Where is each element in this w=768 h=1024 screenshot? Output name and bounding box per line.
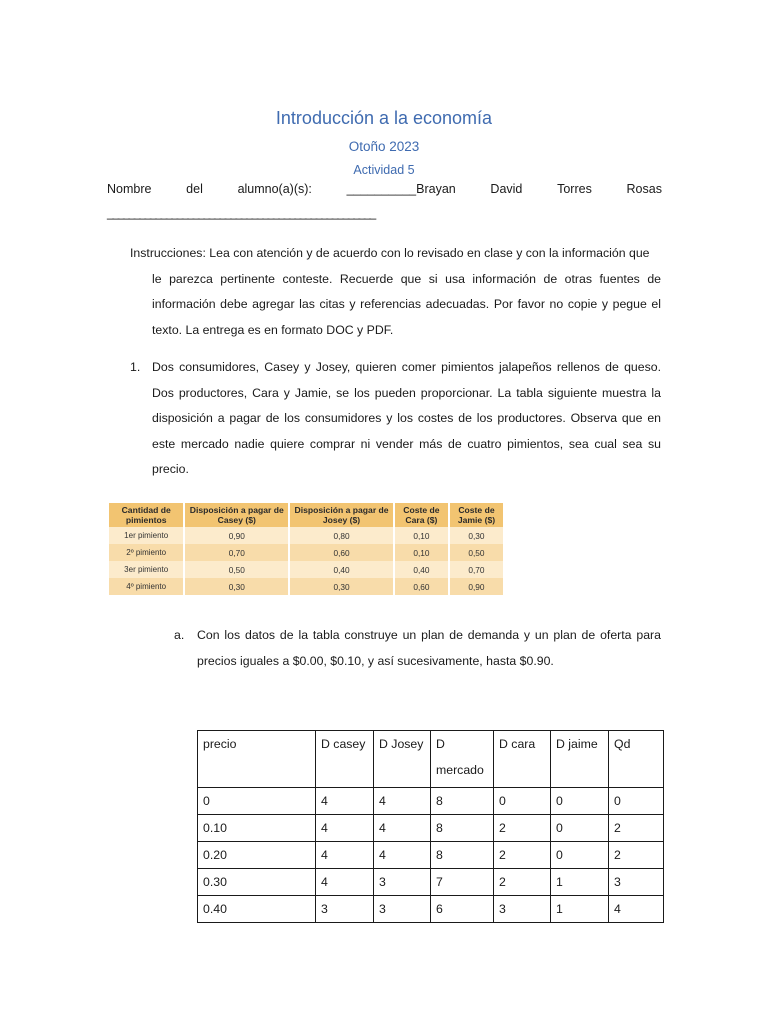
table-cell: 0 (198, 788, 316, 815)
table-cell: 0.40 (198, 896, 316, 923)
header-cell: D Josey (374, 731, 431, 788)
table-cell: 0.10 (198, 815, 316, 842)
table-cell: 8 (431, 842, 494, 869)
table-row (109, 527, 503, 544)
question-label: a. (174, 628, 185, 642)
name-word: alumno(a)(s): (237, 182, 312, 196)
table-row (198, 815, 664, 842)
header-cell: Qd (609, 731, 664, 788)
name-word: del (186, 182, 203, 196)
document-title: Introducción a la economía (275, 108, 493, 128)
table-cell: 2 (609, 842, 664, 869)
activity-label: Actividad 5 (353, 163, 415, 177)
name-word: David (490, 182, 523, 196)
name-word: __________Brayan (346, 182, 456, 196)
table-cell: 6 (431, 896, 494, 923)
table-cell: 0.30 (198, 869, 316, 896)
table-cell: 2 (494, 815, 551, 842)
student-name-line (107, 182, 662, 196)
table-cell: 0 (494, 788, 551, 815)
header-cell: D jaime (551, 731, 609, 788)
table-cell: 3 (374, 869, 431, 896)
table-cell: 2 (494, 869, 551, 896)
table-cell: 0,80 (289, 527, 394, 544)
instructions-rest: le parezca pertinente conteste. Recuerde que si usa información de otras fuentes de información debe agregar las citas y referencias adecuadas. Por favor no copie y pegue el texto. La entrega es en formato DOC y PDF. (152, 271, 661, 337)
source-data-table (109, 503, 503, 595)
table-row (198, 788, 664, 815)
table-cell: 3 (609, 869, 664, 896)
table-row (198, 869, 664, 896)
table-cell: 4 (316, 788, 374, 815)
header-cell: D mercado (431, 731, 494, 788)
name-word: Nombre (107, 182, 152, 196)
question-number: 1. (130, 360, 141, 374)
table-cell: 4 (609, 896, 664, 923)
table-cell: 0,50 (184, 561, 289, 578)
table-cell: 4º pimiento (109, 578, 184, 595)
table-cell: 0,30 (184, 578, 289, 595)
table-row (198, 896, 664, 923)
header-cell: Coste de Jamie ($) (449, 503, 503, 527)
header-cell: Disposición a pagar de Casey ($) (184, 503, 289, 527)
name-word: Rosas (626, 182, 662, 196)
table-cell: 3er pimiento (109, 561, 184, 578)
table-cell: 0,40 (289, 561, 394, 578)
table-cell: 0,50 (449, 544, 503, 561)
table-cell: 3 (494, 896, 551, 923)
instructions-first-line: Instrucciones: Lea con atención y de acuerdo con lo revisado en clase y con la información que (130, 246, 650, 260)
header-cell: Disposición a pagar de Josey ($) (289, 503, 394, 527)
table-row (109, 544, 503, 561)
table-cell: 4 (316, 815, 374, 842)
table-cell: 0 (551, 788, 609, 815)
header-cell: Cantidad de pimientos (109, 503, 184, 527)
table-cell: 0,40 (394, 561, 449, 578)
header-cell: precio (198, 731, 316, 788)
table-cell: 0.20 (198, 842, 316, 869)
table-cell: 0,90 (449, 578, 503, 595)
table-cell: 2 (609, 815, 664, 842)
table-cell: 0,10 (394, 544, 449, 561)
table-cell: 3 (316, 896, 374, 923)
table-cell: 2 (494, 842, 551, 869)
table-row (198, 842, 664, 869)
table-cell: 4 (316, 869, 374, 896)
table-cell: 1 (551, 896, 609, 923)
name-underline: __________________________________________________ (107, 206, 375, 220)
answer-table-header (198, 731, 664, 788)
table-cell: 3 (374, 896, 431, 923)
table-cell: 1er pimiento (109, 527, 184, 544)
table-cell: 0,70 (184, 544, 289, 561)
table-cell: 0,90 (184, 527, 289, 544)
table-cell: 7 (431, 869, 494, 896)
table-cell: 0,60 (394, 578, 449, 595)
table-cell: 2º pimiento (109, 544, 184, 561)
table-cell: 0,70 (449, 561, 503, 578)
table-cell: 4 (374, 815, 431, 842)
table-cell: 0 (609, 788, 664, 815)
table-cell: 8 (431, 788, 494, 815)
name-word: Torres (557, 182, 592, 196)
table-cell: 4 (374, 842, 431, 869)
table-cell: 0,30 (449, 527, 503, 544)
source-table-header (109, 503, 503, 527)
table-cell: 0,60 (289, 544, 394, 561)
question-text: Dos consumidores, Casey y Josey, quieren comer pimientos jalapeños rellenos de queso. Dos productores, Cara y Jamie, se los pueden proporcionar. La tabla siguiente muestra la disposición a pagar de los consumidores y los costes de los productores. Observa que en este mercado nadie quiere comprar ni vender más de cuatro pimientos, sea cual sea su precio. (152, 360, 661, 476)
answer-table (197, 730, 664, 923)
table-cell: 0,10 (394, 527, 449, 544)
table-cell: 1 (551, 869, 609, 896)
term-label: Otoño 2023 (348, 139, 420, 154)
table-cell: 4 (316, 842, 374, 869)
table-row (109, 561, 503, 578)
table-cell: 0,30 (289, 578, 394, 595)
question-text: Con los datos de la tabla construye un plan de demanda y un plan de oferta para precios iguales a $0.00, $0.10, y así sucesivamente, hasta $0.90. (197, 628, 661, 668)
table-row (109, 578, 503, 595)
header-cell: D casey (316, 731, 374, 788)
instructions (130, 241, 661, 343)
table-cell: 0 (551, 842, 609, 869)
header-cell: D cara (494, 731, 551, 788)
table-cell: 0 (551, 815, 609, 842)
table-cell: 8 (431, 815, 494, 842)
table-cell: 4 (374, 788, 431, 815)
header-cell: Coste de Cara ($) (394, 503, 449, 527)
